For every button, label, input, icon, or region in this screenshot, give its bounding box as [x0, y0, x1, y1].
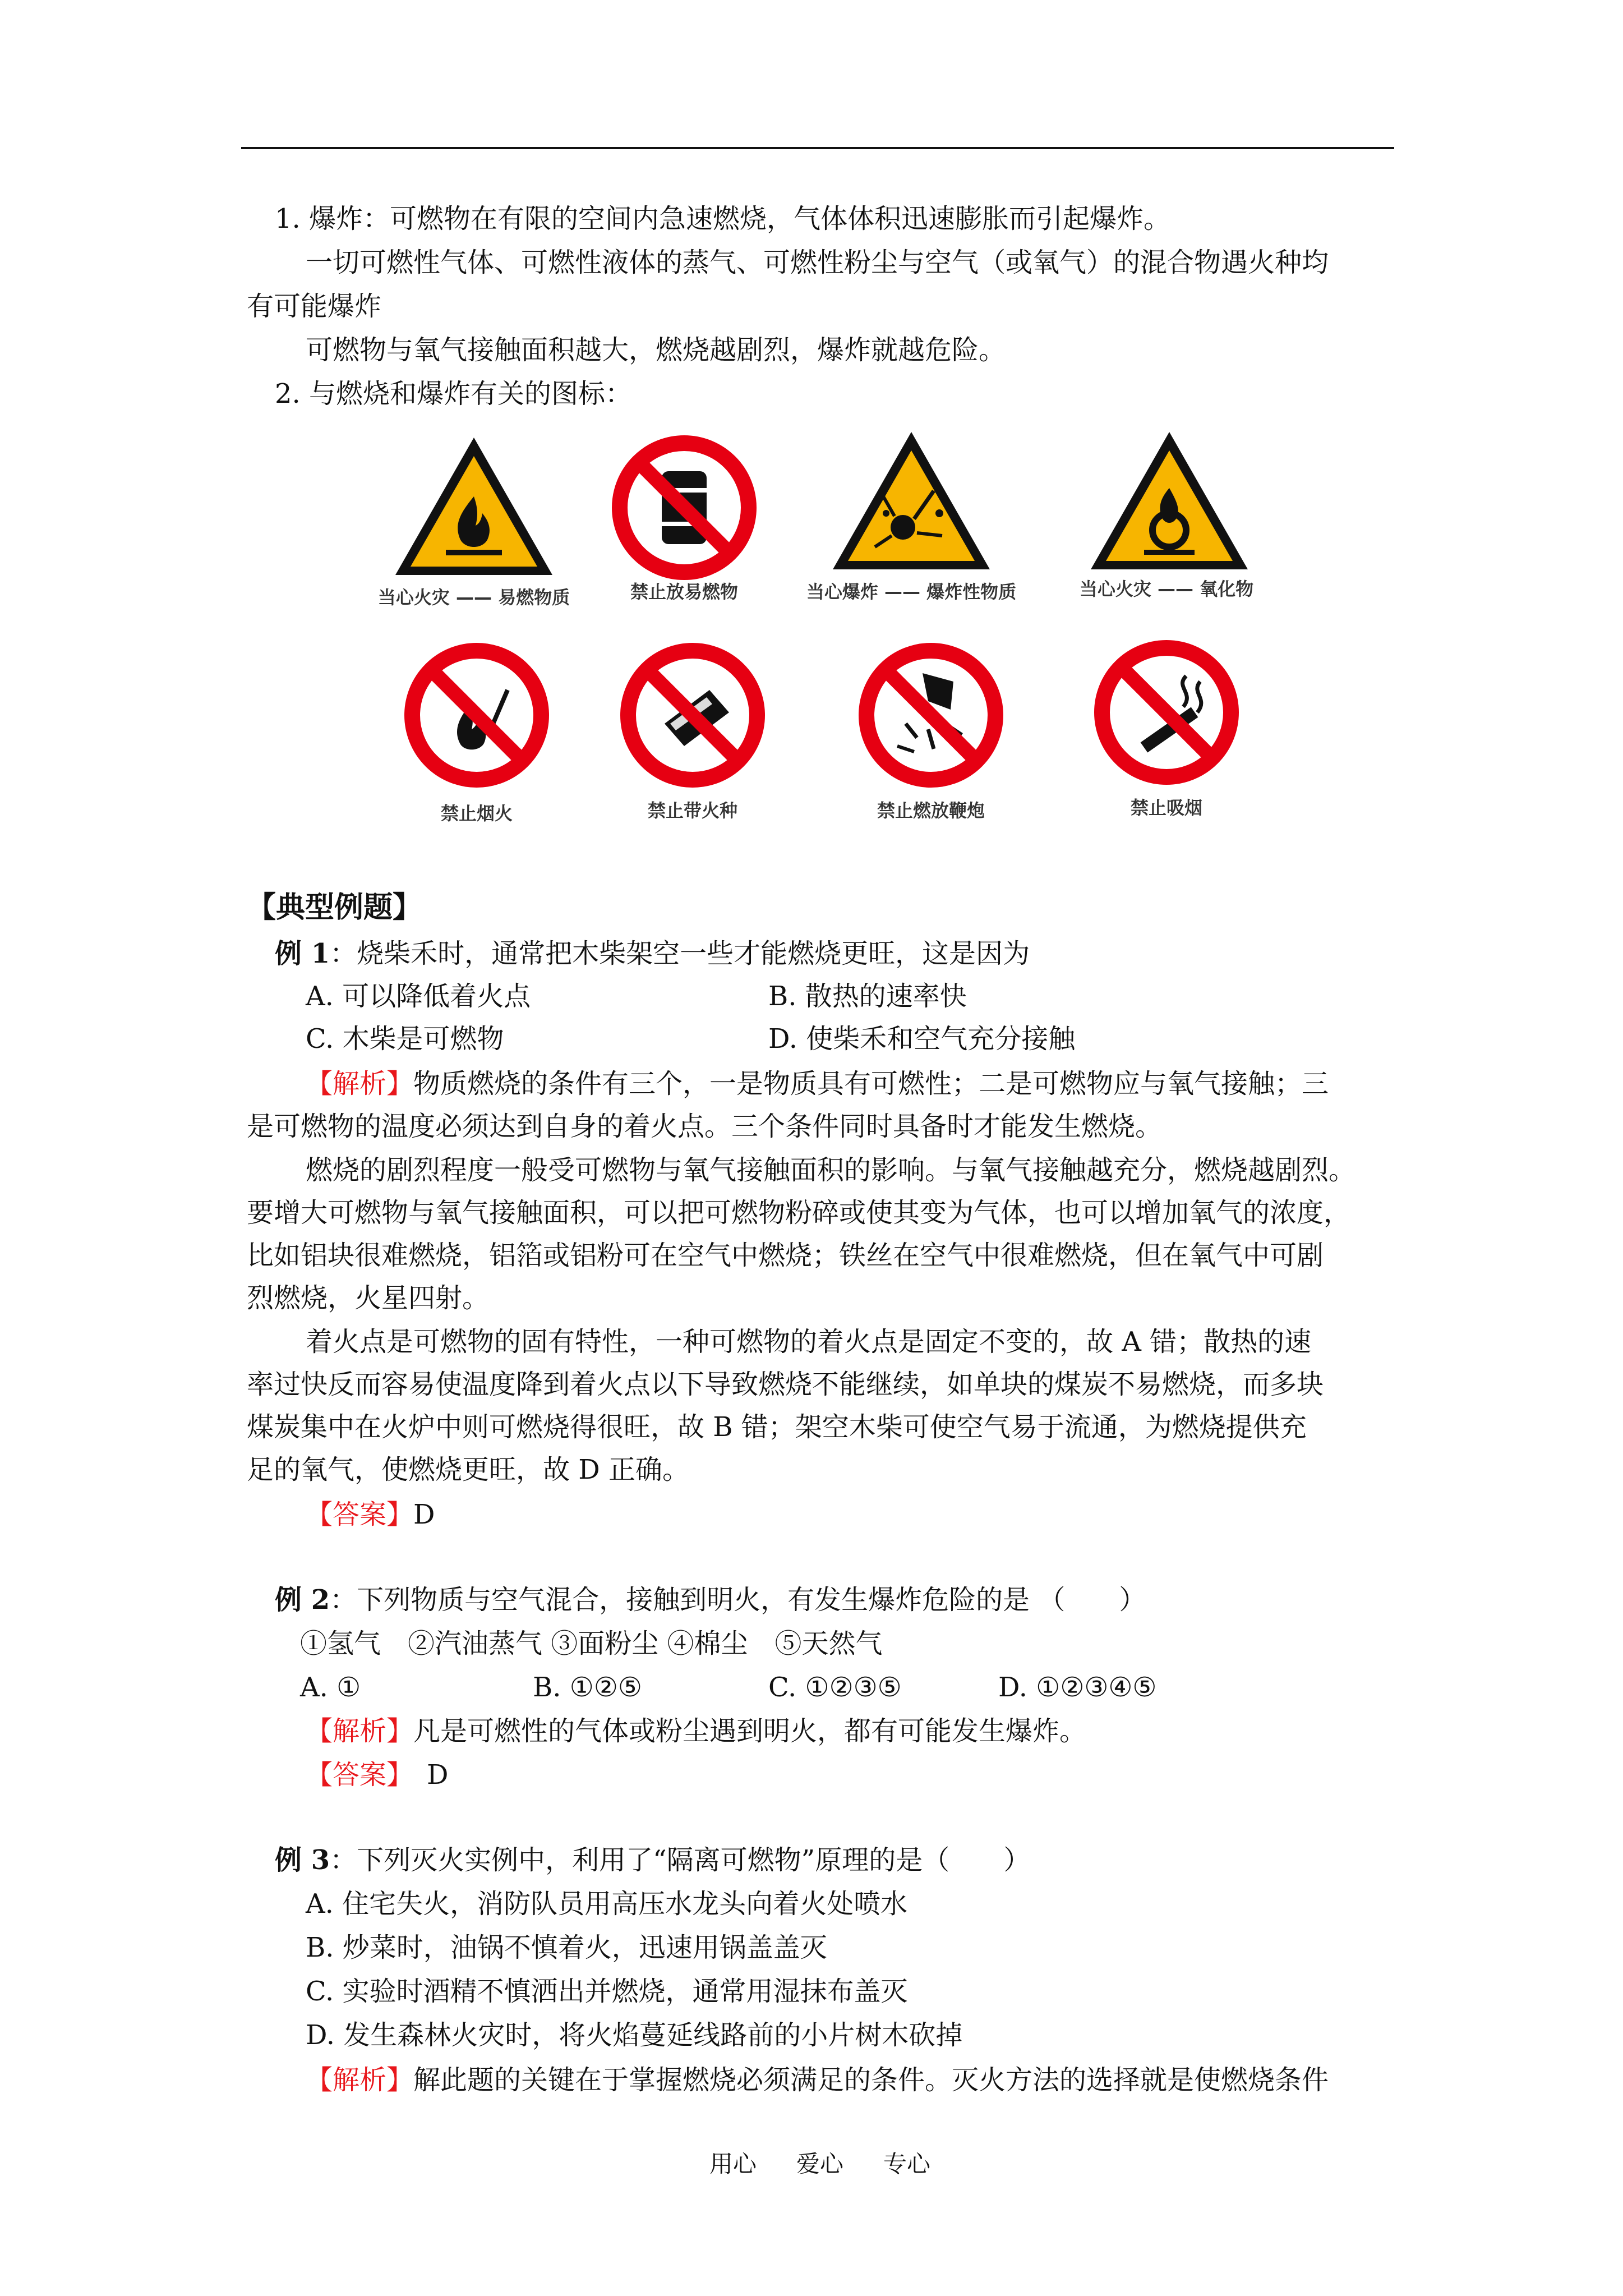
ex2-question: 例 2：下列物质与空气混合，接触到明火，有发生爆炸危险的是 （ ）	[275, 1584, 1146, 1616]
no-firecrackers-icon	[855, 639, 1007, 791]
ex2-analysis: 【解析】凡是可燃性的气体或粉尘遇到明火，都有可能发生爆炸。	[306, 1715, 1087, 1747]
ex2-option-a: A. ①	[300, 1672, 361, 1703]
explosive-warning-icon	[830, 429, 993, 572]
ex3-question: 例 3：下列灭火实例中，利用了“隔离可燃物”原理的是（ ）	[275, 1844, 1031, 1876]
header-rule	[241, 147, 1394, 149]
no-smoking-icon	[1091, 637, 1242, 788]
ex3-option-b: B. 炒菜时，油锅不慎着火，迅速用锅盖盖灭	[306, 1932, 827, 1963]
ex1-option-c: C. 木柴是可燃物	[306, 1023, 504, 1055]
footer-text-1: 用心	[709, 2150, 757, 2178]
sign-caption-explosive: 当心爆炸 —— 爆炸性物质	[806, 581, 1017, 602]
sign-caption-oxidizer: 当心火灾 —— 氧化物	[1079, 578, 1254, 600]
ex1-analysis-5: 比如铝块很难燃烧，铝箔或铝粉可在空气中燃烧；铁丝在空气中很难燃烧，但在氧气中可剧	[247, 1240, 1324, 1271]
ex1-analysis-10: 足的氧气，使燃烧更旺，故 D 正确。	[247, 1454, 690, 1485]
sign-caption-no-flammables: 禁止放易燃物	[630, 581, 738, 602]
ex2-answer: 【答案】 D	[306, 1759, 449, 1791]
oxidizer-warning-icon	[1088, 429, 1251, 572]
flammable-warning-icon	[393, 435, 555, 578]
ex1-answer: 【答案】D	[306, 1499, 435, 1530]
sign-caption-no-smoking: 禁止吸烟	[1130, 797, 1202, 818]
section-title: 【典型例题】	[247, 890, 422, 924]
ex1-question: 例 1：烧柴禾时，通常把木柴架空一些才能燃烧更旺，这是因为	[275, 938, 1030, 969]
ex1-analysis-4: 要增大可燃物与氧气接触面积，可以把可燃物粉碎或使其变为气体，也可以增加氧气的浓度，	[247, 1197, 1351, 1228]
footer-text-2: 爱心	[796, 2150, 844, 2178]
ex1-analysis-9: 煤炭集中在火炉中则可燃烧得很旺，故 B 错；架空木柴可使空气易于流通，为燃烧提供充	[247, 1411, 1307, 1443]
intro-paragraph-3: 可燃物与氧气接触面积越大，燃烧越剧烈，爆炸就越危险。	[306, 334, 1006, 366]
ex1-analysis-7: 着火点是可燃物的固有特性，一种可燃物的着火点是固定不变的，故 A 错；散热的速	[306, 1326, 1312, 1358]
ex1-analysis-6: 烈燃烧，火星四射。	[247, 1282, 490, 1314]
ex2-option-d: D. ①②③④⑤	[998, 1672, 1157, 1703]
ex2-option-b: B. ①②⑤	[533, 1672, 642, 1703]
ex3-option-d: D. 发生森林火灾时，将火焰蔓延线路前的小片树木砍掉	[306, 2019, 963, 2051]
sign-caption-no-matches: 禁止带火种	[647, 800, 737, 821]
ex2-items: ①氢气 ②汽油蒸气 ③面粉尘 ④棉尘 ⑤天然气	[300, 1628, 883, 1659]
ex3-option-c: C. 实验时酒精不慎洒出并燃烧，通常用湿抹布盖灭	[306, 1976, 908, 2007]
intro-item-1: 1. 爆炸：可燃物在有限的空间内急速燃烧，气体体积迅速膨胀而引起爆炸。	[275, 203, 1171, 234]
ex1-option-a: A. 可以降低着火点	[306, 981, 531, 1012]
ex1-analysis-2: 是可燃物的温度必须达到自身的着火点。三个条件同时具备时才能发生燃烧。	[247, 1111, 1163, 1142]
ex3-analysis: 【解析】解此题的关键在于掌握燃烧必须满足的条件。灭火方法的选择就是使燃烧条件	[306, 2064, 1329, 2096]
sign-caption-flammable: 当心火灾 —— 易燃物质	[377, 587, 570, 608]
ex1-option-b: B. 散热的速率快	[768, 981, 967, 1012]
no-flammables-icon	[608, 432, 760, 583]
sign-caption-no-fire: 禁止烟火	[440, 803, 513, 824]
no-fire-icon	[401, 639, 552, 791]
ex2-option-c: C. ①②③⑤	[768, 1672, 902, 1703]
intro-paragraph-2a: 一切可燃性气体、可燃性液体的蒸气、可燃性粉尘与空气（或氧气）的混合物遇火种均	[306, 247, 1329, 278]
ex1-option-d: D. 使柴禾和空气充分接触	[768, 1023, 1076, 1055]
intro-paragraph-2b: 有可能爆炸	[247, 291, 382, 322]
intro-item-2: 2. 与燃烧和爆炸有关的图标：	[275, 378, 633, 409]
no-matches-icon	[617, 639, 768, 791]
ex3-option-a: A. 住宅失火，消防队员用高压水龙头向着火处喷水	[306, 1888, 908, 1920]
ex1-analysis-8: 率过快反而容易使温度降到着火点以下导致燃烧不能继续，如单块的煤炭不易燃烧，而多块	[247, 1369, 1324, 1400]
ex1-analysis-1: 【解析】物质燃烧的条件有三个，一是物质具有可燃性；二是可燃物应与氧气接触；三	[306, 1068, 1329, 1099]
sign-caption-no-firecrackers: 禁止燃放鞭炮	[877, 800, 985, 821]
ex1-analysis-3: 燃烧的剧烈程度一般受可燃物与氧气接触面积的影响。与氧气接触越充分，燃烧越剧烈。	[306, 1154, 1356, 1186]
footer-text-3: 专心	[883, 2150, 931, 2178]
